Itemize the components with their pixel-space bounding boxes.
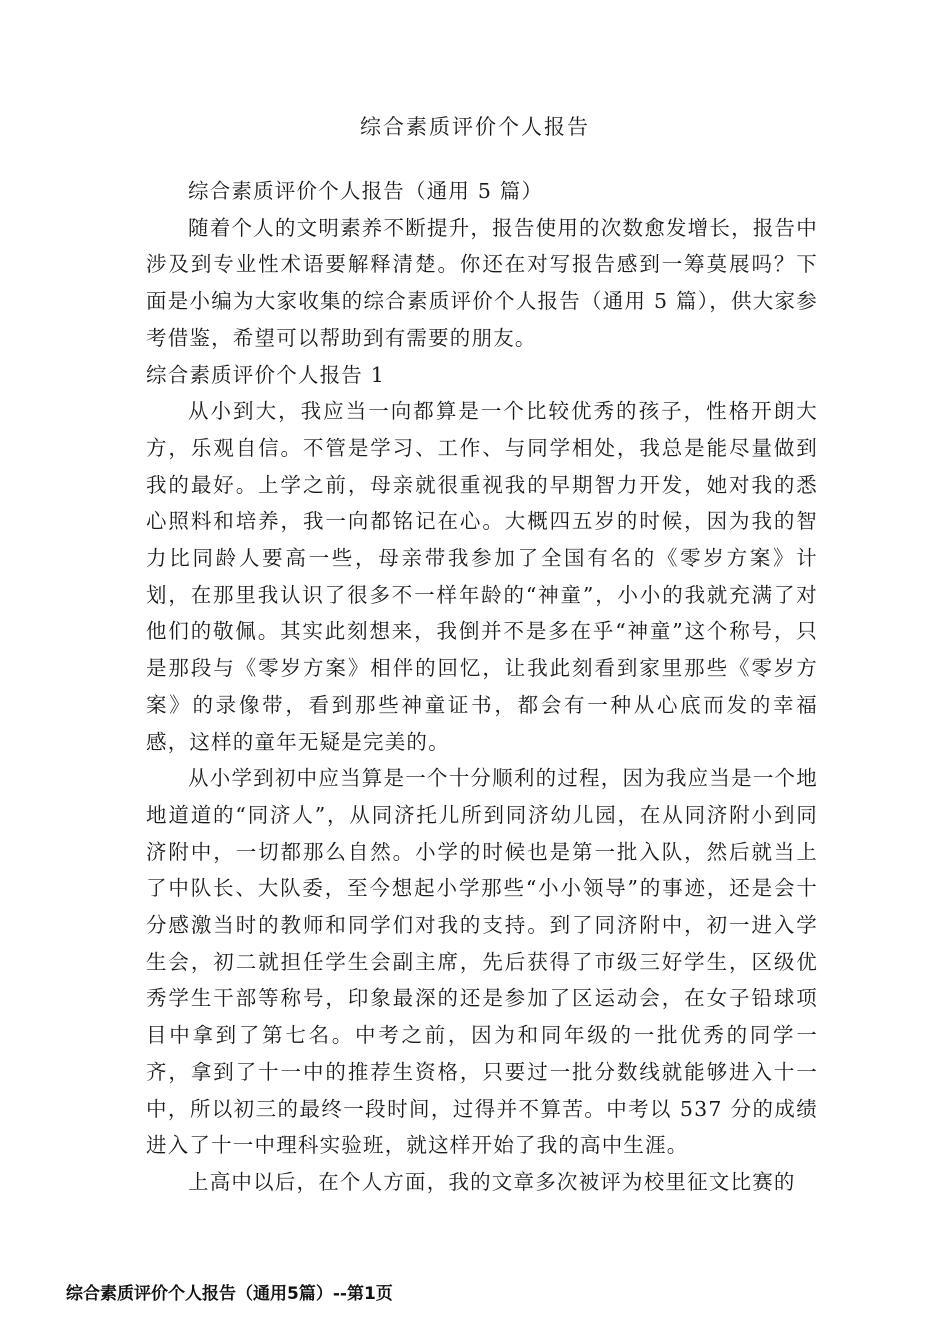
intro-paragraph: 随着个人的文明素养不断提升，报告使用的次数愈发增长，报告中涉及到专业性术语要解释清楚。你还在对写报告感到一筹莫展吗？下面是小编为大家收集的综合素质评价个人报告（通用 5 篇），供大家参考借鉴，希望可以帮助到有需要的朋友。 <box>146 215 818 350</box>
section-heading: 综合素质评价个人报告 1 <box>146 362 385 387</box>
body-paragraph: 上高中以后，在个人方面，我的文章多次被评为校里征文比赛的 <box>188 1169 796 1194</box>
body-paragraph: 从小学到初中应当算是一个十分顺利的过程，因为我应当是一个地地道道的“同济人”，从同济托儿所到同济幼儿园，在从同济附小到同济附中，一切都那么自然。小学的时候也是第一批入队，然后就当上了中队长、大队委，至今想起小学那些“小小领导”的事迹，还是会十分感激当时的教师和同学们对我的支持。到了同济附中，初一进入学生会，初二就担任学生会副主席，先后获得了市级三好学生，区级优秀学生干部等称号，印象最深的还是参加了区运动会，在女子铅球项目中拿到了第七名。中考之前，因为和同年级的一批优秀的同学一齐，拿到了十一中的推荐生资格，只要过一批分数线就能够进入十一中，所以初三的最终一段时间，过得并不算苦。中考以 537 分的成绩进入了十一中理科实验班，就这样开始了我的高中生涯。 <box>146 766 818 1158</box>
document-body <box>146 173 818 1201</box>
body-paragraph: 从小到大，我应当一向都算是一个比较优秀的孩子，性格开朗大方，乐观自信。不管是学习、工作、与同学相处，我总是能尽量做到我的最好。上学之前，母亲就很重视我的早期智力开发，她对我的悉心照料和培养，我一向都铭记在心。大概四五岁的时候，因为我的智力比同龄人要高一些，母亲带我参加了全国有名的《零岁方案》计划，在那里我认识了很多不一样年龄的“神童”，小小的我就充满了对他们的敬佩。其实此刻想来，我倒并不是多在乎“神童”这个称号，只是那段与《零岁方案》相伴的回忆，让我此刻看到家里那些《零岁方案》的录像带，看到那些神童证书，都会有一种从心底而发的幸福感，这样的童年无疑是完美的。 <box>146 399 818 754</box>
page-footer: 综合素质评价个人报告（通用5篇）--第1页 <box>66 1284 393 1304</box>
document-title: 综合素质评价个人报告 <box>360 115 590 139</box>
document-subtitle: 综合素质评价个人报告（通用 5 篇） <box>188 179 544 203</box>
